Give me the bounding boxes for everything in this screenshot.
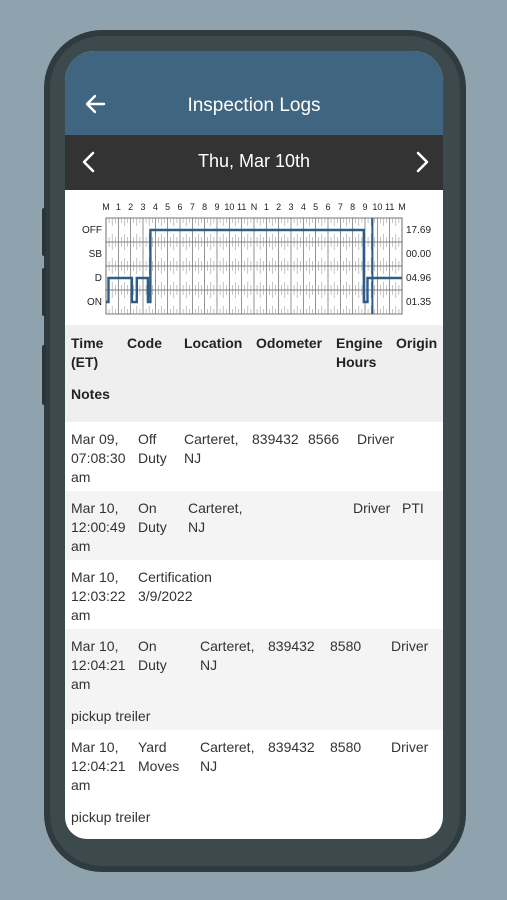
hour-label: 4 [152, 202, 158, 212]
status-label: OFF [82, 225, 102, 236]
volume-button [42, 208, 46, 256]
hour-label: 2 [276, 202, 282, 212]
hour-label: 5 [313, 202, 319, 212]
row-odometer: 839432 [252, 431, 299, 447]
column-odometer: Odometer [256, 335, 323, 351]
status-label: D [94, 273, 102, 284]
row-origin: Driver [357, 431, 395, 447]
row-engine-hours: 8566 [308, 431, 340, 447]
hour-label: 6 [177, 202, 183, 212]
hour-label: M [398, 202, 406, 212]
row-location: Carteret, NJ [200, 638, 255, 673]
hour-label: 1 [263, 202, 269, 212]
table-row[interactable] [65, 730, 443, 831]
row-engine-hours: 8580 [330, 638, 362, 654]
table-row[interactable] [65, 422, 443, 491]
page-title: Inspection Logs [187, 95, 321, 116]
hour-label: 3 [288, 202, 294, 212]
column-engine-hours: Engine Hours [336, 335, 383, 370]
hour-label: 5 [165, 202, 171, 212]
row-origin: Driver [391, 739, 429, 755]
column-code: Code [127, 335, 162, 351]
column-location: Location [184, 335, 243, 351]
row-code: Yard Moves [138, 739, 180, 774]
status-label: ON [87, 297, 102, 308]
hour-label: 8 [202, 202, 208, 212]
chevron-right-icon [410, 149, 434, 175]
table-row[interactable] [65, 560, 443, 629]
duty-status-grid [65, 190, 443, 325]
row-time: Mar 10, 12:04:21 am [71, 638, 126, 692]
hour-label: 4 [300, 202, 306, 212]
app-screen [65, 51, 443, 839]
row-note: pickup treiler [71, 809, 151, 825]
row-odometer: 839432 [268, 638, 315, 654]
duty-status-graph [65, 190, 443, 325]
next-day-button[interactable] [410, 149, 434, 175]
table-row[interactable] [65, 629, 443, 730]
hour-label: 10 [372, 202, 383, 212]
log-table [65, 325, 443, 831]
column-time: Time (ET) [71, 335, 104, 370]
hour-label: 2 [128, 202, 134, 212]
row-extra: PTI [402, 500, 424, 516]
app-bar [65, 51, 443, 135]
row-time: Mar 10, 12:00:49 am [71, 500, 126, 554]
hour-label: 11 [384, 202, 395, 212]
status-total: 04.96 [406, 273, 432, 284]
status-total: 17.69 [406, 225, 432, 236]
volume-button [42, 268, 46, 316]
hour-label: M [102, 202, 110, 212]
hour-label: 6 [325, 202, 331, 212]
power-button [42, 345, 46, 405]
column-origin: Origin [396, 335, 438, 351]
date-navigator [65, 135, 443, 190]
hour-label: 8 [350, 202, 356, 212]
row-odometer: 839432 [268, 739, 315, 755]
hour-label: N [250, 202, 258, 212]
hour-label: 7 [189, 202, 195, 212]
row-code: On Duty [138, 500, 167, 535]
status-total: 01.35 [406, 297, 432, 308]
current-date: Thu, Mar 10th [197, 151, 311, 171]
row-code: Certification 3/9/2022 [138, 569, 212, 604]
row-location: Carteret, NJ [200, 739, 255, 774]
hour-label: 3 [140, 202, 146, 212]
row-time: Mar 10, 12:04:21 am [71, 739, 126, 793]
row-origin: Driver [353, 500, 391, 516]
table-header [65, 325, 443, 422]
row-time: Mar 10, 12:03:22 am [71, 569, 126, 623]
row-code: On Duty [138, 638, 167, 673]
column-notes: Notes [71, 386, 110, 402]
hour-label: 11 [236, 202, 247, 212]
status-total: 00.00 [406, 249, 432, 260]
hour-label: 9 [362, 202, 368, 212]
row-time: Mar 09, 07:08:30 am [71, 431, 126, 485]
hour-label: 9 [214, 202, 220, 212]
row-location: Carteret, NJ [188, 500, 243, 535]
hour-label: 10 [224, 202, 235, 212]
status-label: SB [88, 249, 102, 260]
row-note: pickup treiler [71, 708, 151, 724]
row-location: Carteret, NJ [184, 431, 239, 466]
row-code: Off Duty [138, 431, 167, 466]
row-engine-hours: 8580 [330, 739, 362, 755]
hour-label: 1 [115, 202, 121, 212]
row-origin: Driver [391, 638, 429, 654]
table-row[interactable] [65, 491, 443, 560]
hour-label: 7 [337, 202, 343, 212]
